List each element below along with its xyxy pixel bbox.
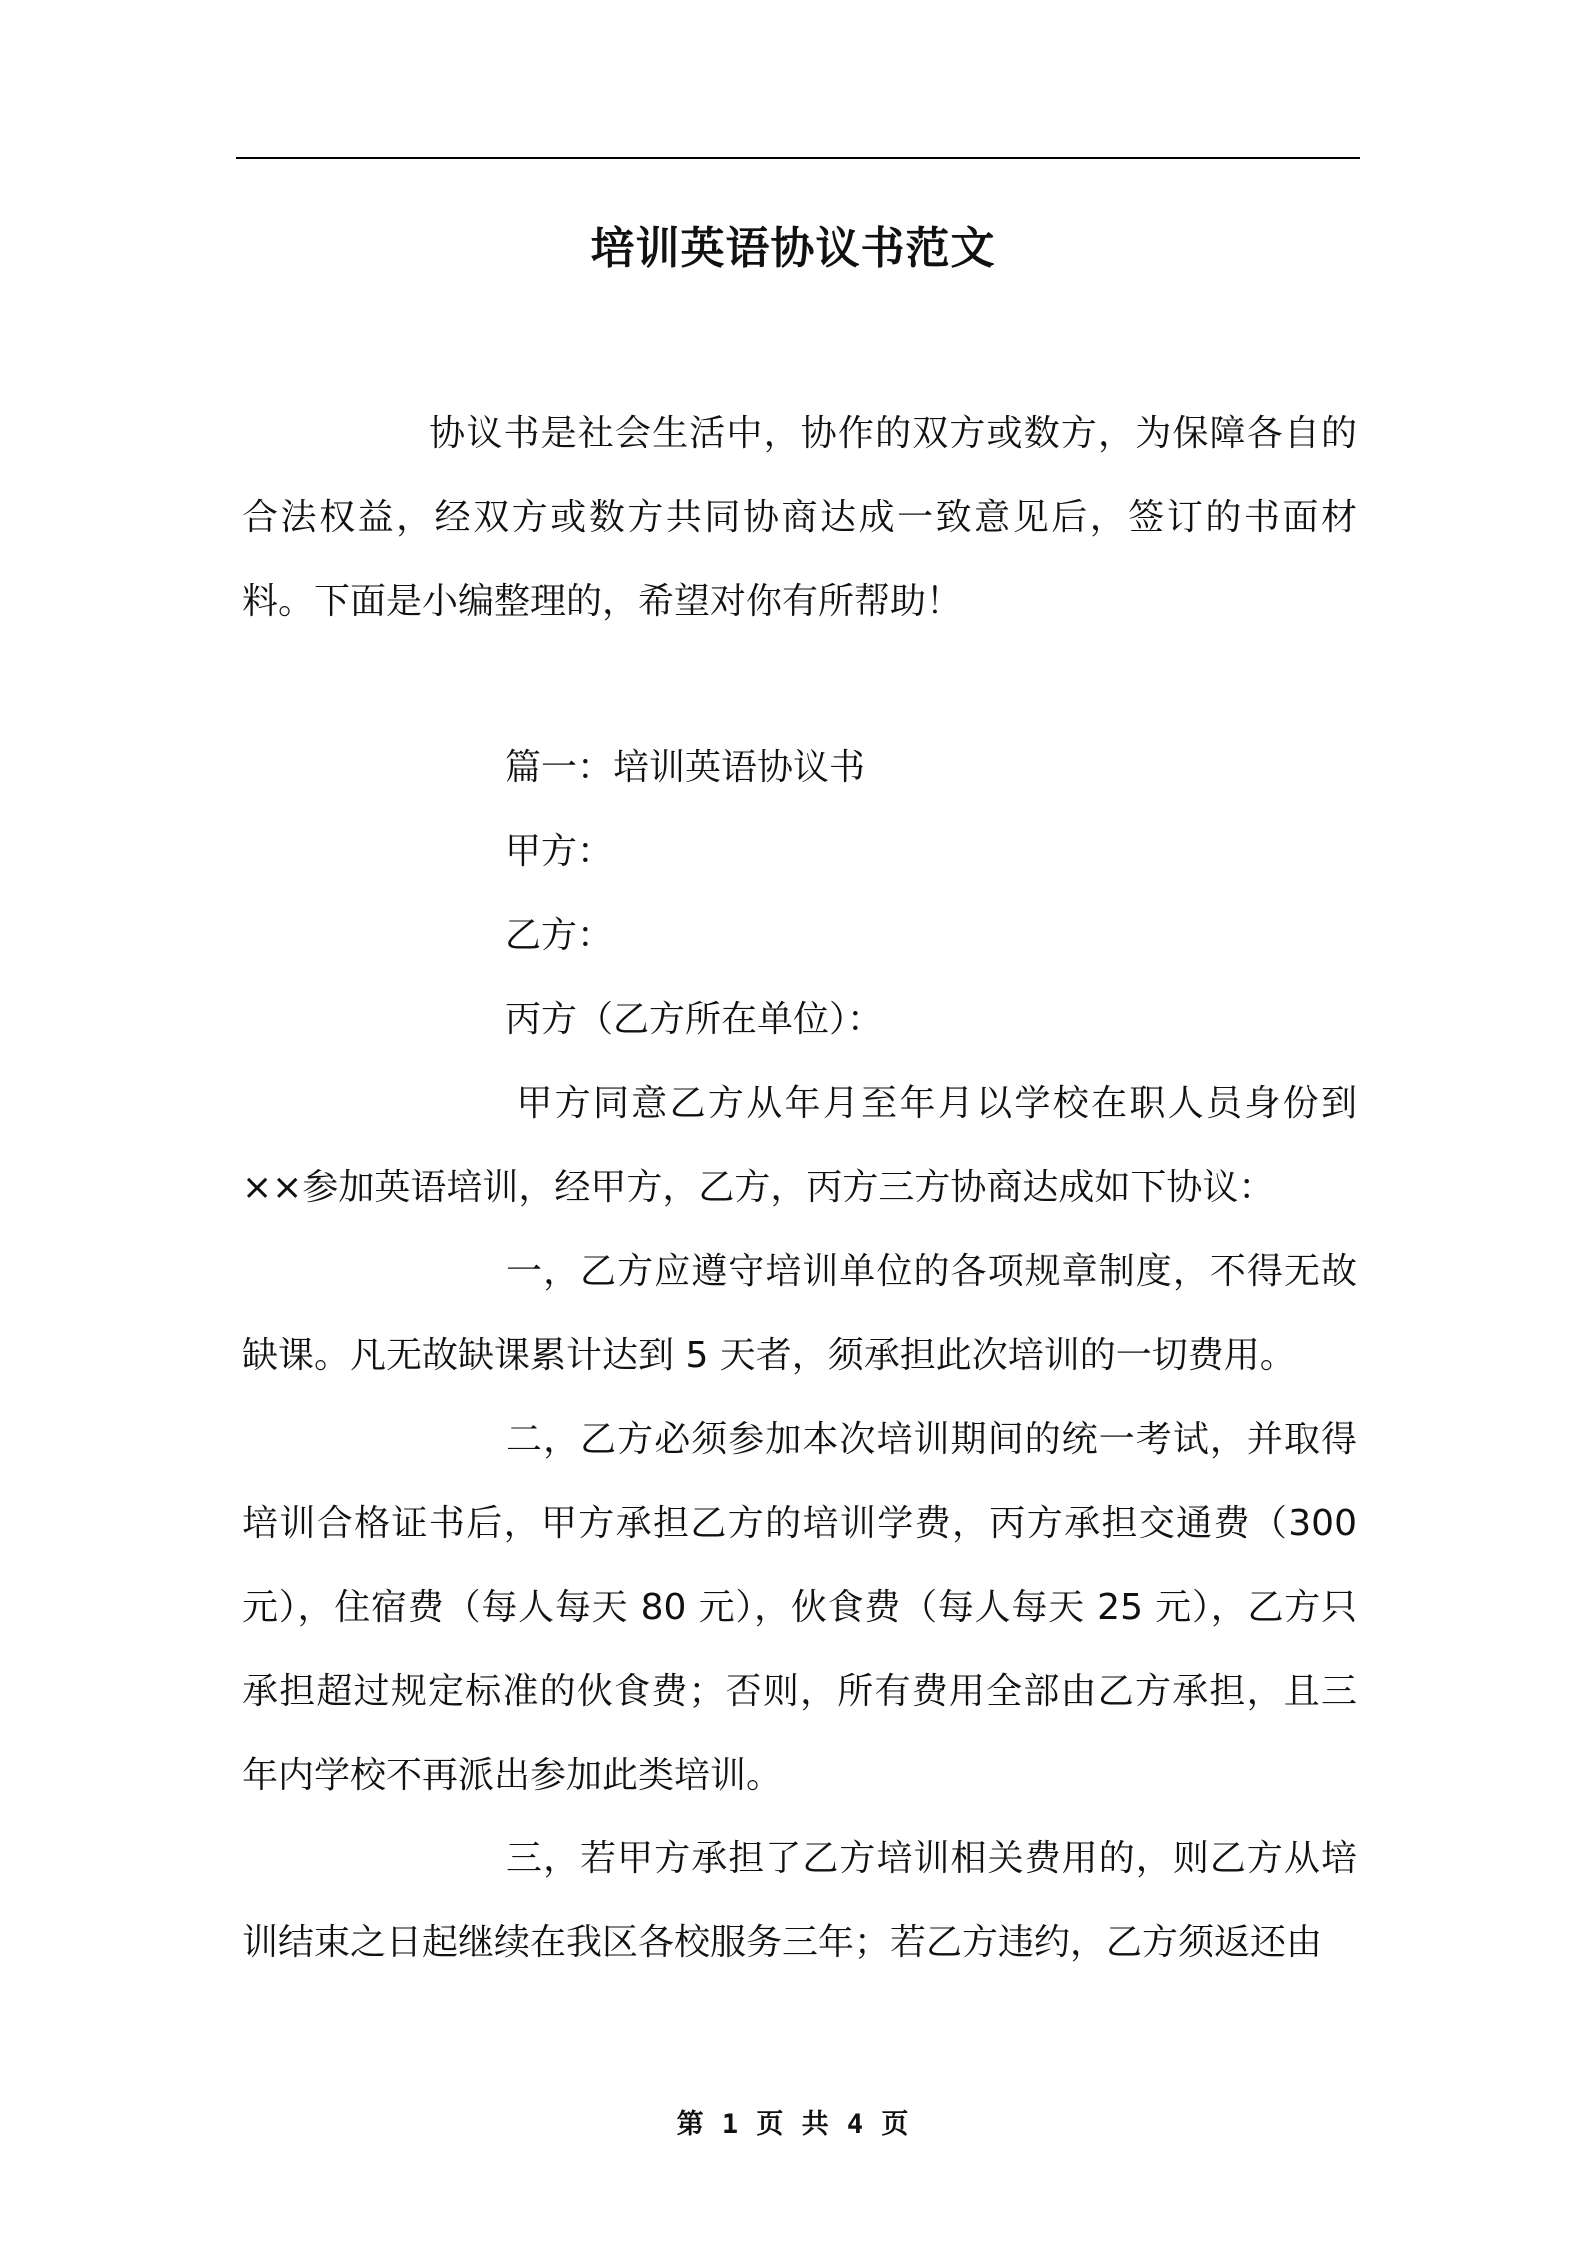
party-a-line: 甲方： (505, 831, 614, 872)
clause-three (242, 1817, 1357, 1985)
clause-one-text: 一，乙方应遵守培训单位的各项规章制度，不得无故缺课。凡无故缺课累计达到 5 天者，须承担此次培训的一切费用。 (242, 1251, 1357, 1376)
document-title: 培训英语协议书范文 (590, 223, 996, 274)
party-b-line: 乙方： (505, 915, 614, 956)
clause-two (242, 1398, 1357, 1818)
clause-two-text: 二，乙方必须参加本次培训期间的统一考试，并取得培训合格证书后，甲方承担乙方的培训学费，丙方承担交通费（300 元），住宿费（每人每天 80 元），伙食费（每人每天 25 元），乙方只承担超过规定标准的伙食费；否则，所有费用全部由乙方承担，且三年内学校不再派出参加此类培训。 (242, 1419, 1357, 1796)
intro-text: 协议书是社会生活中，协作的双方或数方，为保障各自的合法权益，经双方或数方共同协商达成一致意见后，签订的书面材料。下面是小编整理的，希望对你有所帮助！ (242, 413, 1357, 622)
clause-three-text: 三，若甲方承担了乙方培训相关费用的，则乙方从培训结束之日起继续在我区各校服务三年；若乙方违约，乙方须返还由 (242, 1838, 1357, 1963)
section-heading: 篇一：培训英语协议书 (505, 747, 866, 788)
party-c-line: 丙方（乙方所在单位）： (505, 999, 884, 1040)
header-rule (236, 157, 1360, 159)
preamble-text: 甲方同意乙方从年月至年月以学校在职人员身份到××参加英语培训，经甲方，乙方，丙方三方协商达成如下协议： (242, 1083, 1357, 1208)
clause-one (242, 1230, 1357, 1398)
agreement-preamble (242, 1062, 1357, 1230)
intro-paragraph (242, 392, 1357, 644)
page-number-footer: 第 1 页 共 4 页 (676, 2109, 910, 2140)
